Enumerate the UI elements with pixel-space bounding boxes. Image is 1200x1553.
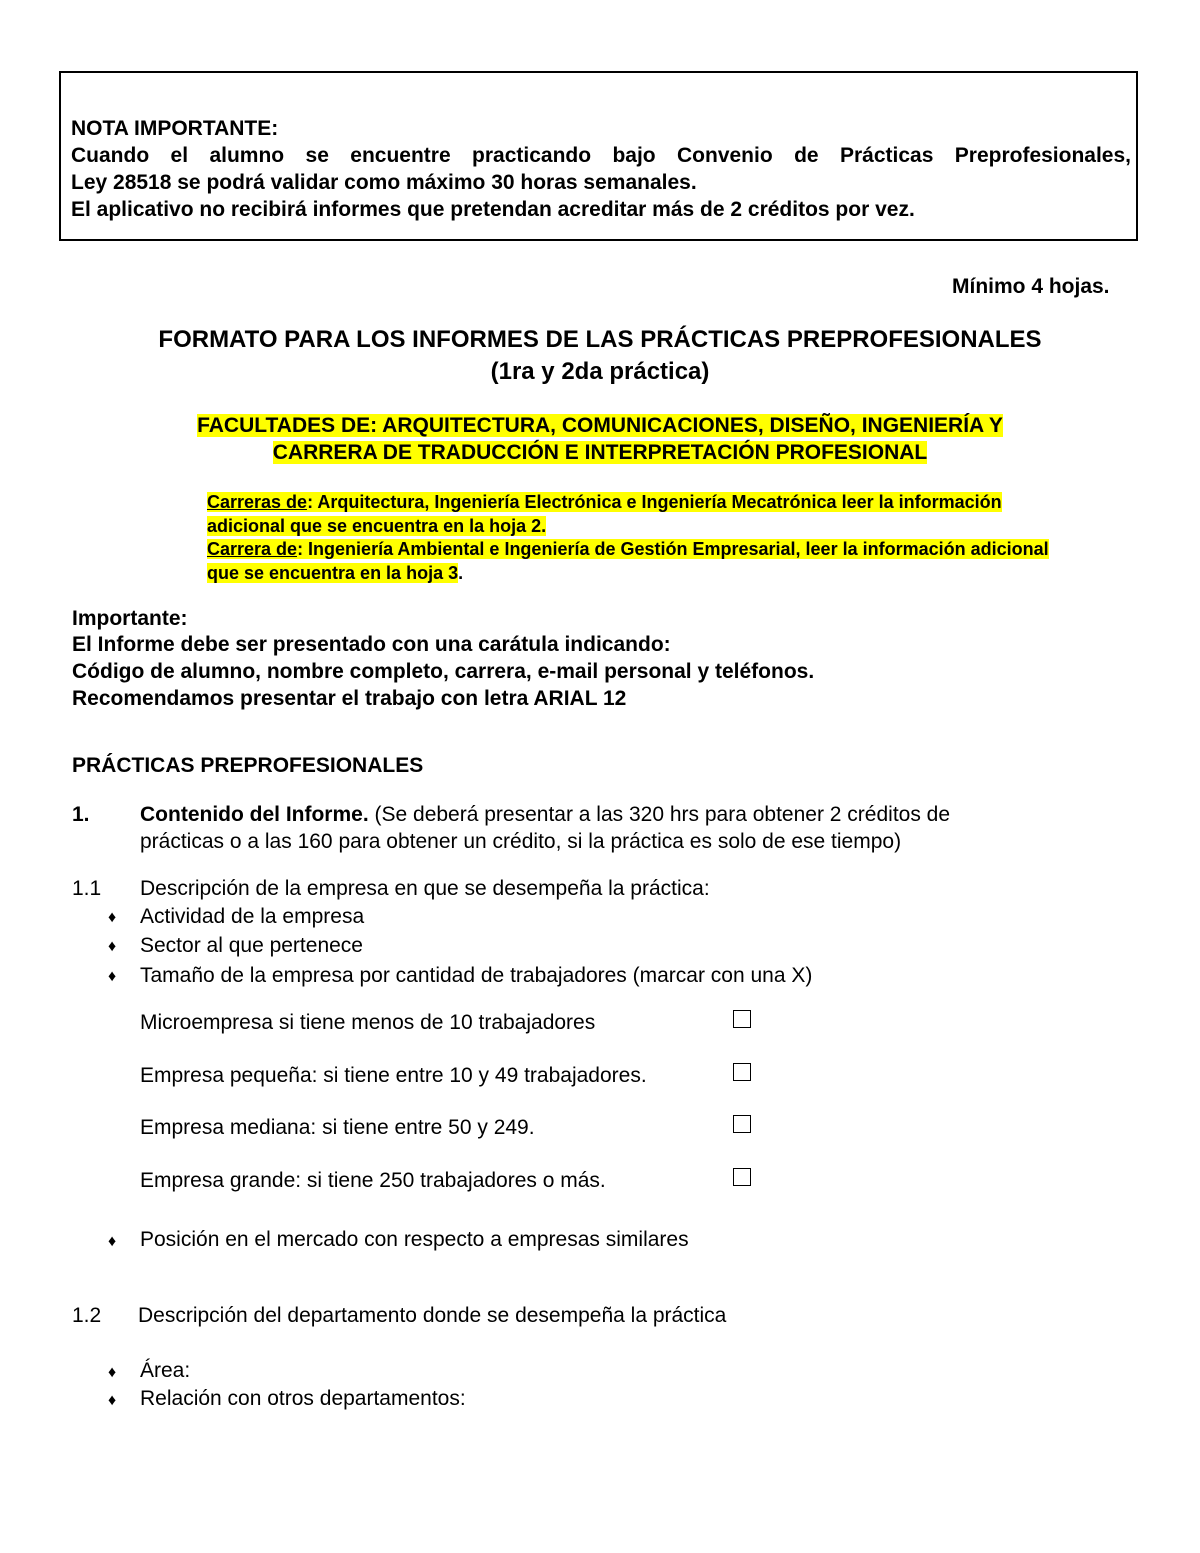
careers-note-1: Carreras de: Arquitectura, Ingeniería Electrónica e Ingeniería Mecatrónica leer la información bbox=[207, 492, 1002, 512]
careers-label-1: Carreras de bbox=[207, 492, 308, 512]
diamond-bullet-icon: ♦ bbox=[108, 938, 117, 955]
diamond-bullet-icon: ♦ bbox=[108, 968, 117, 985]
note-heading: NOTA IMPORTANTE: bbox=[71, 117, 279, 140]
important-heading: Importante: bbox=[72, 607, 188, 630]
careers-note-1-line-2: adicional que se encuentra en la hoja 2. bbox=[207, 516, 547, 536]
diamond-bullet-icon: ♦ bbox=[108, 1233, 117, 1250]
note-line-3: El aplicativo no recibirá informes que pretendan acreditar más de 2 créditos por vez. bbox=[71, 198, 915, 221]
bullet-size: Tamaño de la empresa por cantidad de trabajadores (marcar con una X) bbox=[140, 964, 813, 987]
important-line-3: Recomendamos presentar el trabajo con letra ARIAL 12 bbox=[72, 687, 627, 710]
item-1-2-number: 1.2 bbox=[72, 1304, 102, 1327]
item-1-1-title: Descripción de la empresa en que se desempeña la práctica: bbox=[140, 877, 710, 900]
diamond-bullet-icon: ♦ bbox=[108, 1392, 117, 1409]
bullet-area: Área: bbox=[140, 1359, 191, 1382]
option-microempresa: Microempresa si tiene menos de 10 trabajadores bbox=[140, 1011, 596, 1034]
checkbox-pequena[interactable] bbox=[733, 1063, 751, 1081]
careers-note-2-line-2: que se encuentra en la hoja 3. bbox=[207, 563, 464, 583]
careers-note-2: Carrera de: Ingeniería Ambiental e Ingeniería de Gestión Empresarial, leer la información adicional bbox=[207, 539, 1049, 559]
bullet-relations: Relación con otros departamentos: bbox=[140, 1387, 466, 1410]
document-title: FORMATO PARA LOS INFORMES DE LAS PRÁCTICAS PREPROFESIONALES bbox=[158, 326, 1042, 353]
diamond-bullet-icon: ♦ bbox=[108, 1364, 117, 1381]
bullet-activity: Actividad de la empresa bbox=[140, 905, 365, 928]
important-line-2: Código de alumno, nombre completo, carrera, e-mail personal y teléfonos. bbox=[72, 660, 815, 683]
option-grande: Empresa grande: si tiene 250 trabajadores o más. bbox=[140, 1169, 606, 1192]
faculties-line-1: FACULTADES DE: ARQUITECTURA, COMUNICACIONES, DISEÑO, INGENIERÍA Y bbox=[197, 414, 1003, 437]
option-pequena: Empresa pequeña: si tiene entre 10 y 49 trabajadores. bbox=[140, 1064, 647, 1087]
minimum-pages-note: Mínimo 4 hojas. bbox=[952, 275, 1110, 298]
note-line-1: Cuando el alumno se encuentre practicando bajo Convenio de Prácticas Preprofesionales, bbox=[71, 144, 1131, 167]
checkbox-microempresa[interactable] bbox=[733, 1010, 751, 1028]
item-1-1-number: 1.1 bbox=[72, 877, 102, 900]
document-subtitle: (1ra y 2da práctica) bbox=[490, 358, 710, 385]
bullet-sector: Sector al que pertenece bbox=[140, 934, 363, 957]
note-line-2: Ley 28518 se podrá validar como máximo 30 horas semanales. bbox=[71, 171, 697, 194]
faculties-line-2: CARRERA DE TRADUCCIÓN E INTERPRETACIÓN PROFESIONAL bbox=[272, 441, 928, 464]
item-1-2-title: Descripción del departamento donde se desempeña la práctica bbox=[138, 1304, 727, 1327]
item-1-line-2: prácticas o a las 160 para obtener un crédito, si la práctica es solo de ese tiempo) bbox=[140, 830, 902, 853]
diamond-bullet-icon: ♦ bbox=[108, 909, 117, 926]
item-1-number: 1. bbox=[72, 803, 90, 826]
checkbox-mediana[interactable] bbox=[733, 1115, 751, 1133]
item-1-line-1: Contenido del Informe. (Se deberá presentar a las 320 hrs para obtener 2 créditos de bbox=[140, 803, 951, 826]
important-line-1: El Informe debe ser presentado con una carátula indicando: bbox=[72, 633, 671, 656]
checkbox-grande[interactable] bbox=[733, 1168, 751, 1186]
important-note-box bbox=[59, 71, 1138, 241]
option-mediana: Empresa mediana: si tiene entre 50 y 249. bbox=[140, 1116, 535, 1139]
section-heading: PRÁCTICAS PREPROFESIONALES bbox=[72, 754, 424, 777]
careers-label-2: Carrera de bbox=[207, 539, 298, 559]
bullet-market-position: Posición en el mercado con respecto a empresas similares bbox=[140, 1228, 689, 1251]
